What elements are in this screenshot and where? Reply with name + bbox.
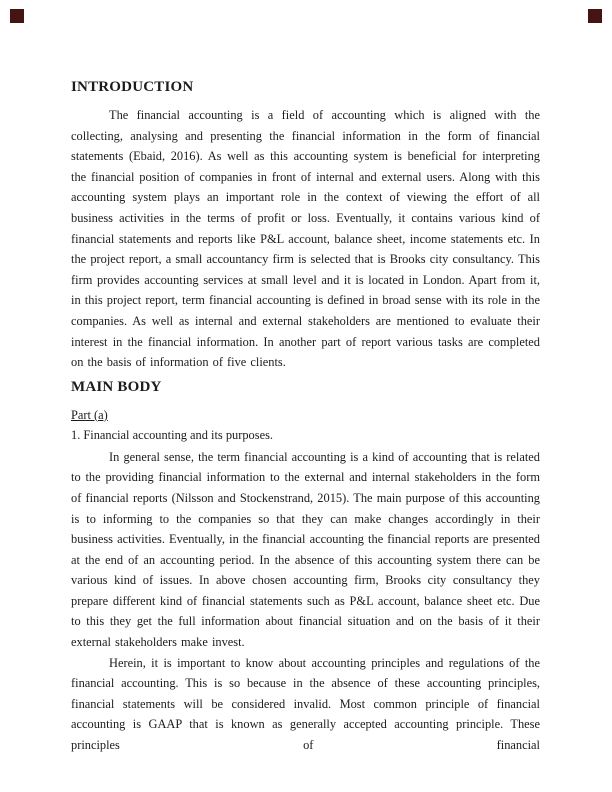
paragraph-introduction: The financial accounting is a field of accounting which is aligned with the collecting, analysing and presenting the financial information in the form of financial statements (Ebaid, 2016). As well as this accounting system is beneficial for interpreting the financial position of companies in front of internal and external users. Along with this accounting system plays an important role in the context of viewing the effort of all business activities in the terms of profit or loss. Eventually, it contains various kind of financial statements and reports like P&L account, balance sheet, income statements etc. In the project report, a small accountancy firm is selected that is Brooks city consultancy. This firm provides accounting services at small level and it is located in London. Apart from it, in this project report, term financial accounting is defined in broad sense with its role in the companies. As well as internal and external stakeholders are mentioned to evaluate their interest in the financial information. In another part of report various tasks are completed on the basis of information of five clients. xyxy=(71,108,540,370)
paragraph-financial-accounting-purpose: In general sense, the term financial accounting is a kind of accounting that is related to the providing financial information to the external and internal stakeholders in the form of financial reports (Nilsson and Stockenstrand, 2015). The main purpose of this accounting is to informing to the companies so that they can make changes accordingly in their business activities. Eventually, in the financial accounting the financial reports are presented at the end of an accounting period. In the absence of this accounting system there can be various kind of issues. In above chosen accounting firm, Brooks city consultancy they prepare different kind of financial statements such as P&L account, balance sheet etc. Due to this they get the full information about financial situation and on the basis of it their external stakeholders make invest. xyxy=(71,449,540,650)
corner-mark-top-right xyxy=(588,9,602,23)
point-1-title: 1. Financial accounting and its purposes. xyxy=(71,427,273,442)
section-heading-main-body: MAIN BODY xyxy=(71,378,162,395)
page-content xyxy=(71,80,540,756)
corner-mark-top-left xyxy=(10,9,24,23)
section-heading-introduction: INTRODUCTION xyxy=(71,79,194,95)
subheading-part-a: Part (a) xyxy=(71,407,108,422)
paragraph-accounting-principles: Herein, it is important to know about accounting principles and regulations of the financial accounting. This is so because in the absence of these accounting principles, financial statements will be considered invalid. Most common principle of financial accounting is GAAP that is known as generally accepted accounting principle. These principles of financial xyxy=(71,655,540,753)
